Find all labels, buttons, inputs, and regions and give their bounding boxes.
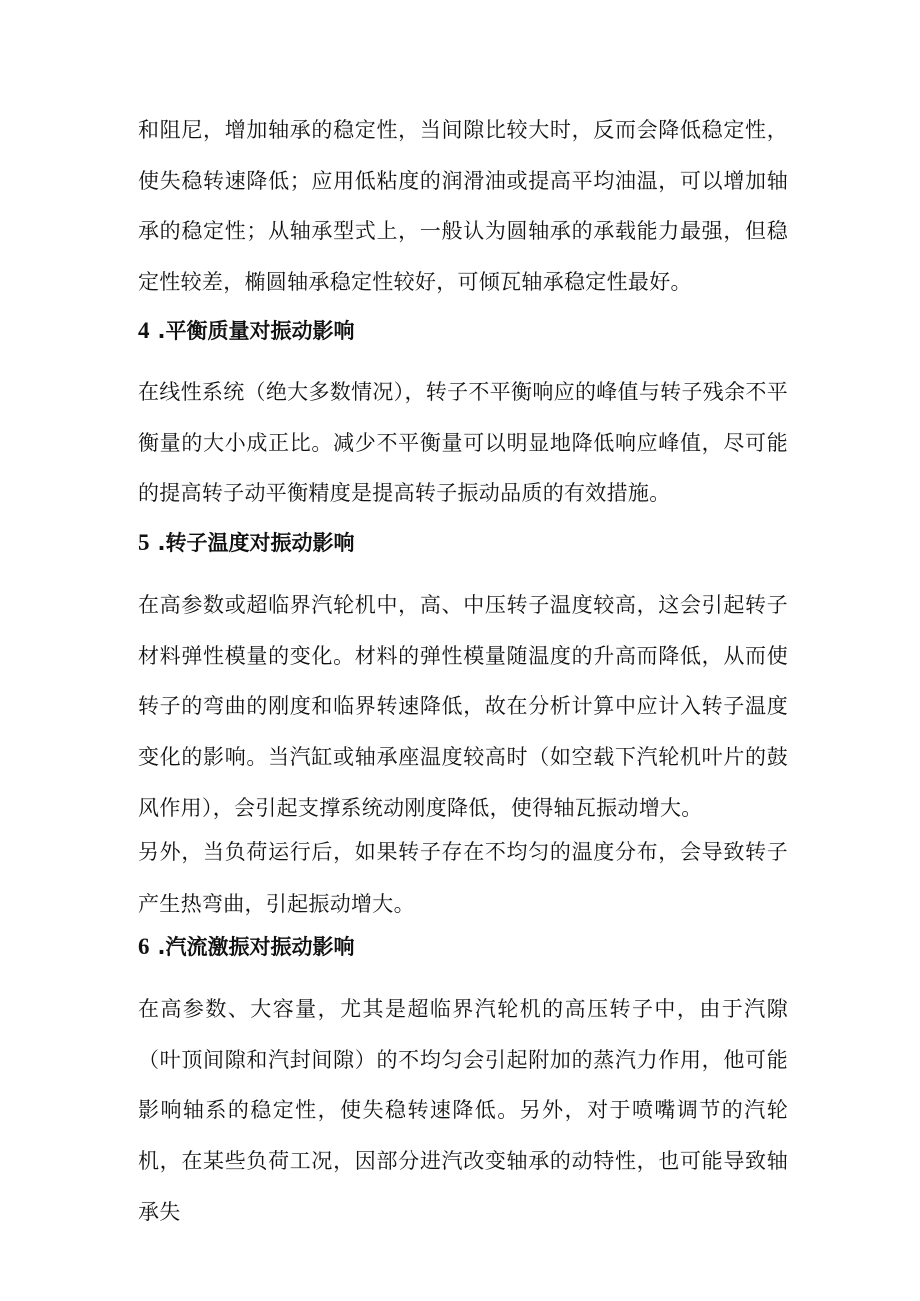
section-title: .汽流激振对振动影响 [157,935,355,959]
section-heading-4 [138,316,354,346]
section-heading-5 [138,528,354,558]
paragraph-balance-mass: 在线性系统（绝大多数情况），转子不平衡响应的峰值与转子残余不平衡量的大小成正比。减少不平衡量可以明显地降低响应峰值，尽可能的提高转子动平衡精度是提高转子振动品质的有效措施。 [138,380,788,506]
section-number: 6 [138,934,150,959]
section-number: 5 [138,530,150,555]
paragraph-steam-excitation: 在高参数、大容量，尤其是超临界汽轮机的高压转子中，由于汽隙（叶顶间隙和汽封间隙）的不均匀会引起附加的蒸汽力作用，他可能影响轴系的稳定性，使失稳转速降低。另外，对于喷嘴调节的汽轮机，在某些负荷工况，因部分进汽改变轴承的动特性，也可能导致轴承失 [138,997,788,1224]
section-title: .平衡质量对振动影响 [157,319,355,343]
section-number: 4 [138,318,150,343]
paragraph-thermal-bending: 另外，当负荷运行后，如果转子存在不均匀的温度分布，会导致转子产生热弯曲，引起振动增大。 [138,840,788,916]
section-heading-6 [138,932,354,962]
paragraph-rotor-temperature: 在高参数或超临界汽轮机中，高、中压转子温度较高，这会引起转子材料弹性模量的变化。材料的弹性模量随温度的升高而降低，从而使转子的弯曲的刚度和临界转速降低，故在分析计算中应计入转子温度变化的影响。当汽缸或轴承座温度较高时（如空载下汽轮机叶片的鼓风作用），会引起支撑系统动刚度降低，使得轴瓦振动增大。 [138,593,788,820]
paragraph-bearing-stability: 和阻尼，增加轴承的稳定性，当间隙比较大时，反而会降低稳定性，使失稳转速降低；应用低粘度的润滑油或提高平均油温，可以增加轴承的稳定性；从轴承型式上，一般认为圆轴承的承载能力最强，但稳定性较差，椭圆轴承稳定性较好，可倾瓦轴承稳定性最好。 [138,118,788,295]
section-title: .转子温度对振动影响 [157,531,355,555]
